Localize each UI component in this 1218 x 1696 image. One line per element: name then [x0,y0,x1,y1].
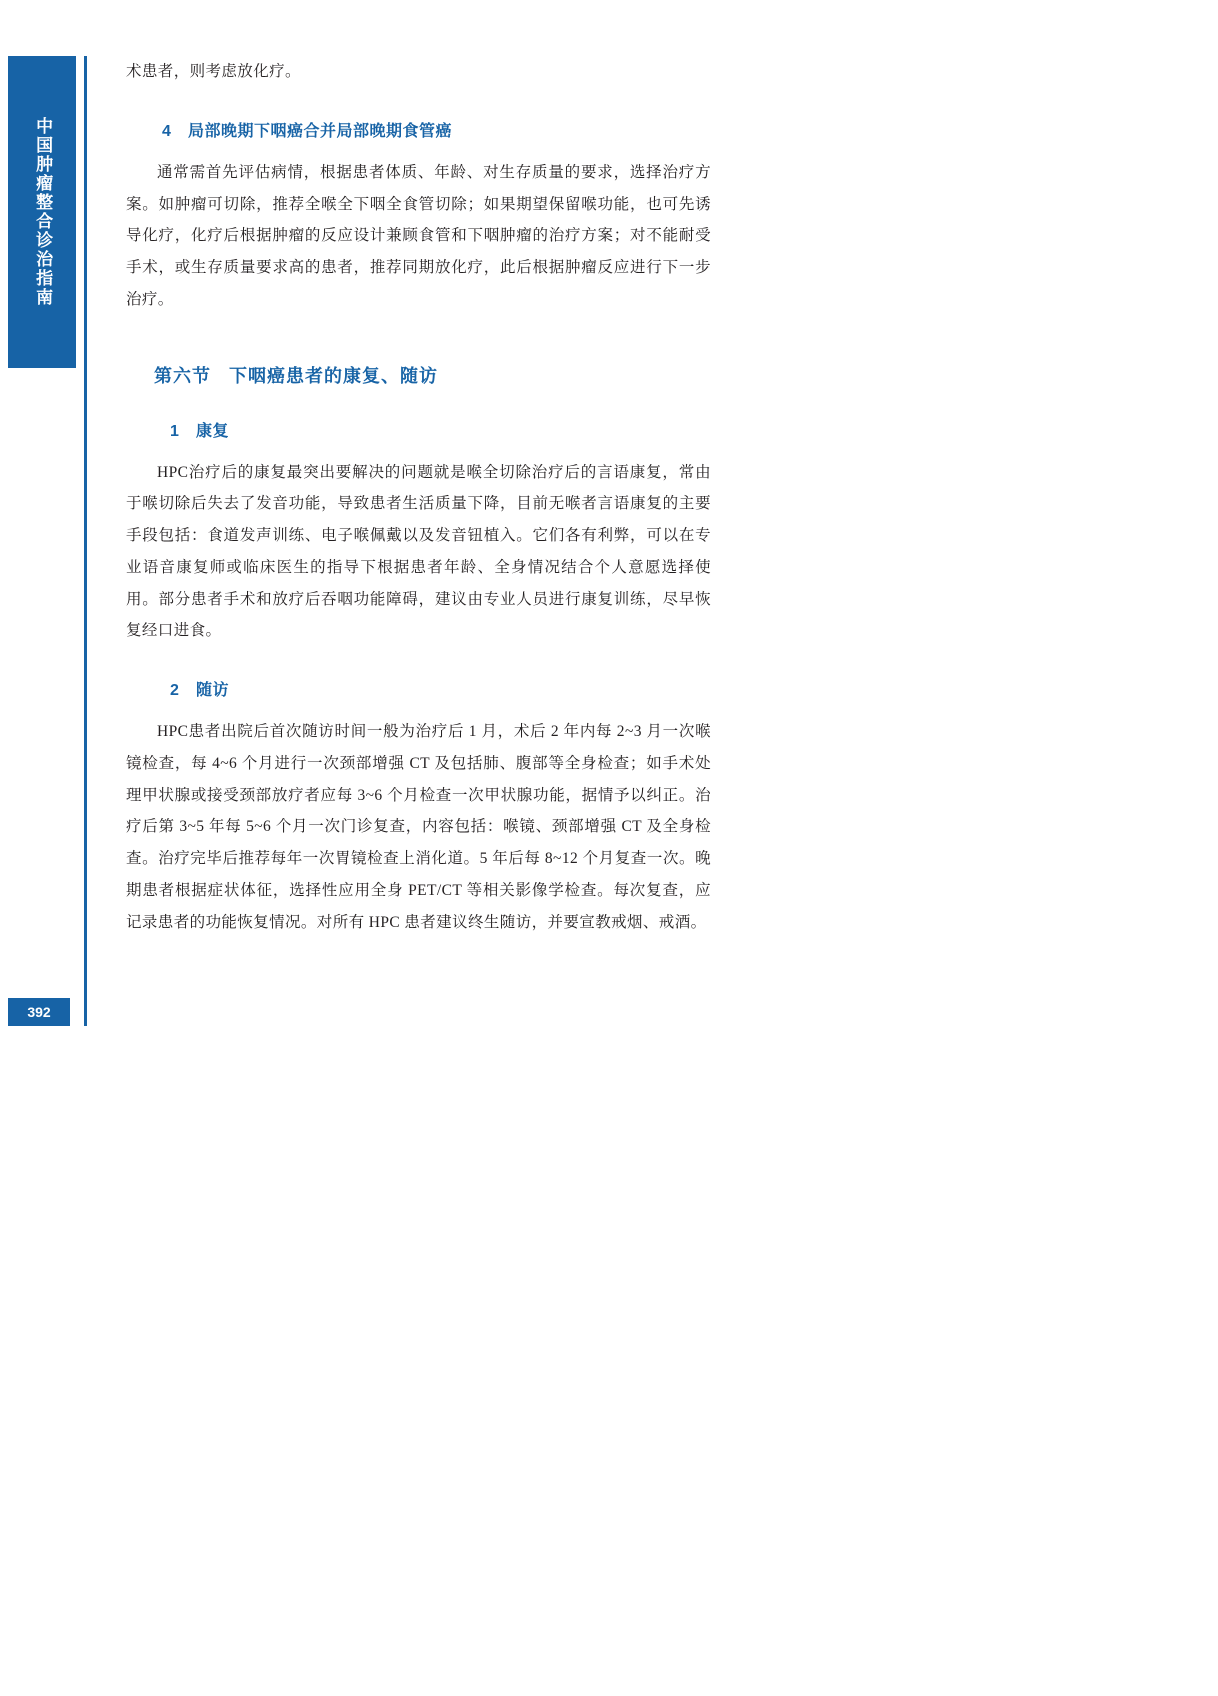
heading-2-text: 随访 [196,682,230,700]
margin-rule [84,56,87,1026]
spacer [126,316,711,362]
paragraph-2: HPC患者出院后首次随访时间一般为治疗后 1 月，术后 2 年内每 2~3 月一次喉镜检查，每 4~6 个月进行一次颈部增强 CT 及包括肺、腹部等全身检查；如手术处理甲状腺或接受颈部放疗者应每 3~6 个月检查一次甲状腺功能，据情予以纠正。治疗后第 3~5 年每 5~6 个月一次门诊复查，内容包括：喉镜、颈部增强 CT 及全身检查。治疗完毕后推荐每年一次胃镜检查上消化道。5 年后每 8~12 个月复查一次。晚期患者根据症状体征，选择性应用全身 PET/CT 等相关影像学检查。每次复查，应记录患者的功能恢复情况。对所有 HPC 患者建议终生随访，并要宣教戒烟、戒酒。 [126,723,711,931]
heading-1-number: 1 [170,422,180,440]
heading-4 [126,118,711,141]
page-number: 392 [8,998,70,1026]
spacer [126,647,711,677]
heading-1-text: 康复 [196,422,230,440]
running-head-bar [8,56,76,368]
spacer [126,700,711,716]
heading-4-number: 4 [162,122,172,140]
section-heading [126,362,711,388]
spacer [126,441,711,457]
heading-2 [126,677,711,700]
paragraph-4: 通常需首先评估病情，根据患者体质、年龄、对生存质量的要求，选择治疗方案。如肿瘤可切除，推荐全喉全下咽全食管切除；如果期望保留喉功能，也可先诱导化疗，化疗后根据肿瘤的反应设计兼顾食管和下咽肿瘤的治疗方案；对不能耐受手术，或生存质量要求高的患者，推荐同期放化疗，此后根据肿瘤反应进行下一步治疗。 [126,163,711,308]
paragraph-1: HPC治疗后的康复最突出要解决的问题就是喉全切除治疗后的言语康复，常由于喉切除后失去了发音功能，导致患者生活质量下降，目前无喉者言语康复的主要手段包括：食道发声训练、电子喉佩戴以及发音钮植入。它们各有利弊，可以在专业语音康复师或临床医生的指导下根据患者年龄、全身情况结合个人意愿选择使用。部分患者手术和放疗后吞咽功能障碍，建议由专业人员进行康复训练，尽早恢复经口进食。 [126,463,711,640]
section-heading-title: 下咽癌患者的康复、随访 [229,365,439,386]
heading-2-number: 2 [170,682,180,700]
spacer [126,88,711,118]
running-head-text: 中国肿瘤整合诊治指南 [33,117,53,307]
heading-1 [126,418,711,441]
spacer [126,141,711,157]
heading-4-text: 局部晚期下咽癌合并局部晚期食管癌 [188,122,453,140]
section-heading-label: 第六节 [154,365,211,386]
spacer [126,388,711,418]
continued-paragraph: 术患者，则考虑放化疗。 [126,63,301,80]
page-content [126,56,711,939]
